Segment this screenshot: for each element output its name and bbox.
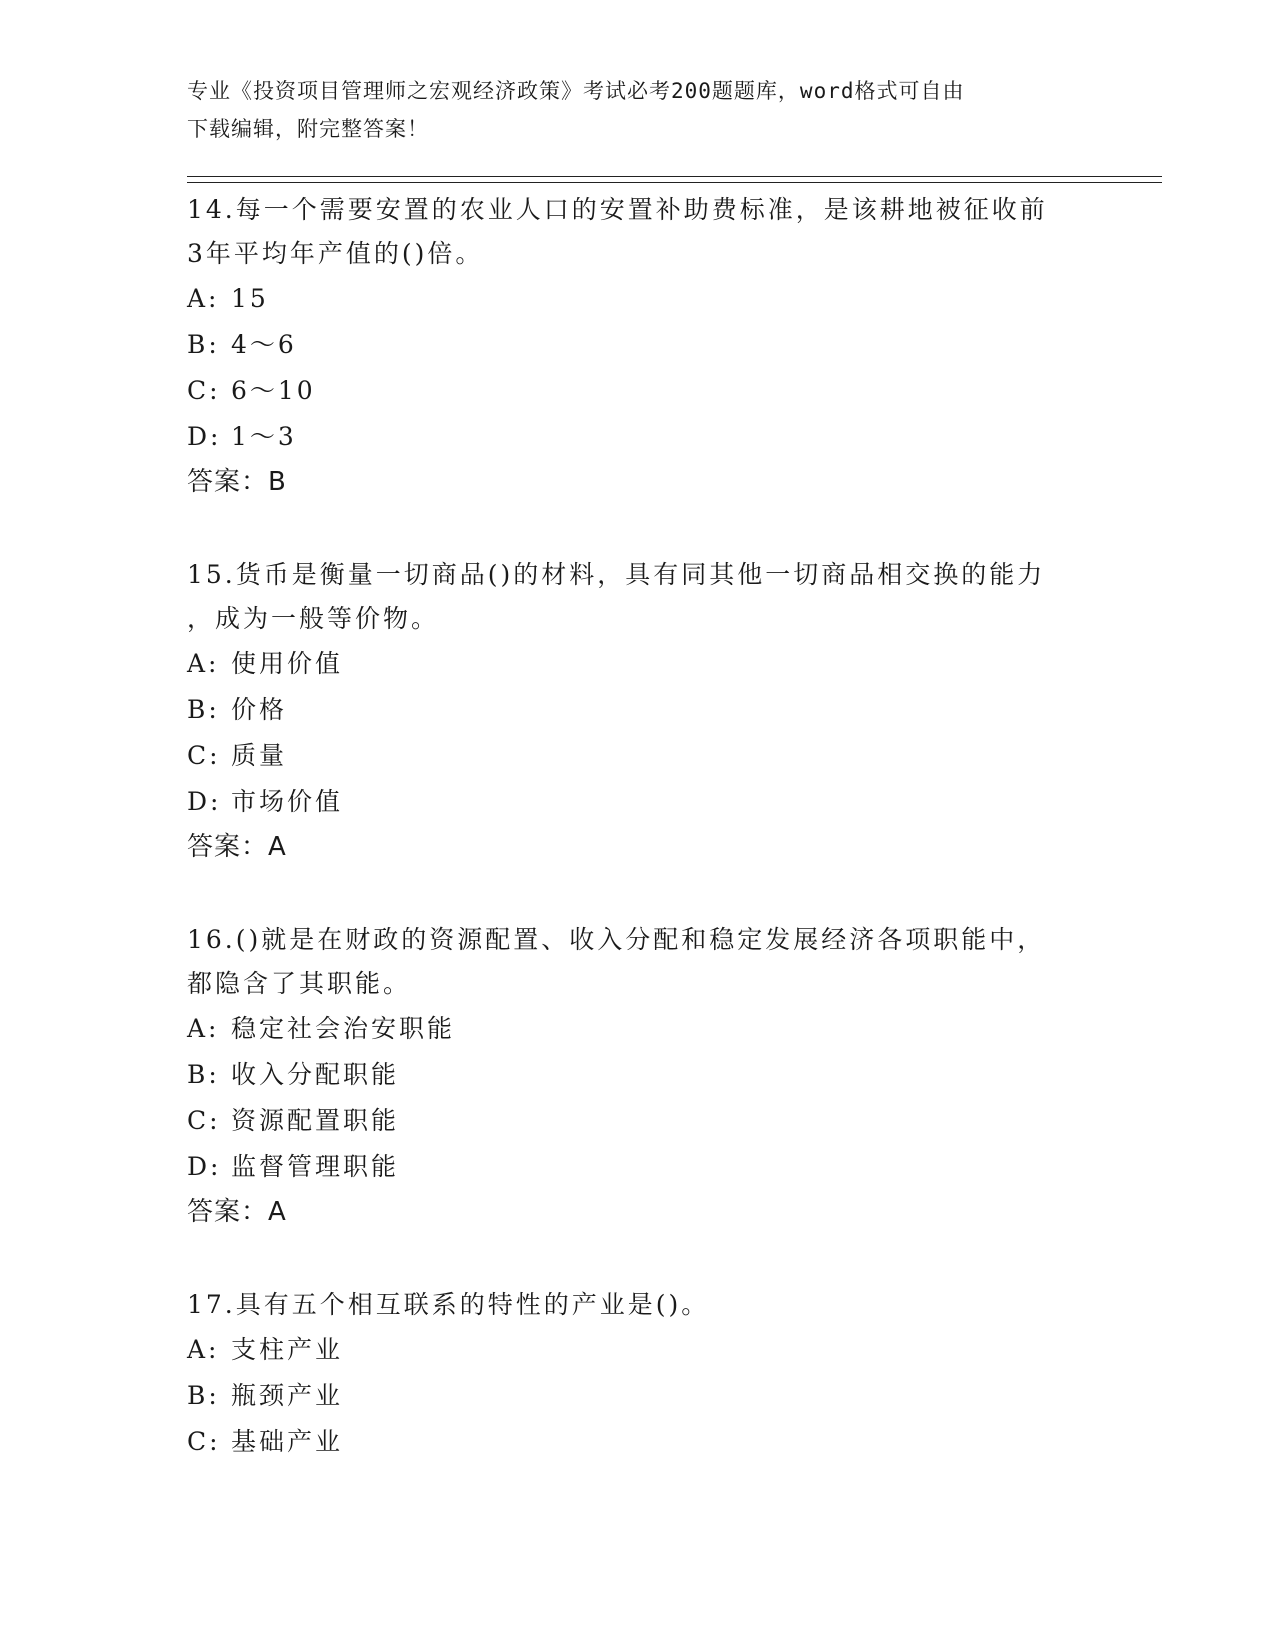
stem-line: 15.货币是衡量一切商品()的材料，具有同其他一切商品相交换的能力 [187,560,1046,589]
question-stem [187,553,1087,641]
option-key: A: [187,1014,220,1043]
answer-line: 答案：A [187,832,287,862]
header-divider-top [187,176,1162,177]
header-divider-bottom [187,182,1162,183]
option-b [187,322,1087,368]
option-text: 收入分配职能 [231,1060,400,1089]
option-key: B: [187,330,220,359]
option-text: 市场价值 [231,787,344,816]
option-d [187,779,1087,825]
option-d [187,414,1087,460]
stem-line: 都隐含了其职能。 [187,969,412,998]
option-text: 4～6 [231,330,297,359]
option-b [187,1052,1087,1098]
question-stem [187,918,1087,1006]
option-b [187,1373,1087,1419]
option-text: 瓶颈产业 [231,1381,344,1410]
option-key: D: [187,1152,222,1181]
option-key: C: [187,741,221,770]
option-a [187,641,1087,687]
option-a [187,1006,1087,1052]
document-header [187,72,1087,148]
option-b [187,687,1087,733]
option-key: A: [187,1335,220,1364]
option-key: B: [187,1381,220,1410]
header-line-2: 下载编辑，附完整答案！ [187,117,429,141]
question-list [187,188,1087,1514]
option-text: 基础产业 [231,1427,344,1456]
option-key: D: [187,787,222,816]
option-text: 稳定社会治安职能 [231,1014,456,1043]
option-d [187,1144,1087,1190]
option-text: 质量 [231,741,288,770]
option-text: 使用价值 [231,649,344,678]
option-key: A: [187,284,220,313]
stem-line: 17.具有五个相互联系的特性的产业是()。 [187,1290,710,1319]
option-key: C: [187,1427,221,1456]
option-text: 15 [231,284,269,313]
stem-line: ，成为一般等价物。 [187,604,440,633]
question-16 [187,918,1087,1234]
option-text: 监督管理职能 [231,1152,400,1181]
question-stem [187,188,1087,276]
question-14 [187,188,1087,504]
option-c [187,733,1087,779]
option-text: 资源配置职能 [231,1106,400,1135]
option-key: C: [187,1106,221,1135]
question-17 [187,1283,1087,1465]
question-stem [187,1283,1087,1327]
option-text: 6～10 [231,376,316,405]
header-line-1: 专业《投资项目管理师之宏观经济政策》考试必考200题题库，word格式可自由 [187,79,965,103]
option-key: C: [187,376,221,405]
stem-line: 3年平均年产值的()倍。 [187,239,484,268]
option-c [187,1098,1087,1144]
option-key: A: [187,649,220,678]
answer-line: 答案：B [187,467,287,497]
question-15 [187,553,1087,869]
option-c [187,368,1087,414]
option-a [187,276,1087,322]
option-c [187,1419,1087,1465]
option-text: 1～3 [231,422,297,451]
option-key: B: [187,695,220,724]
option-key: D: [187,422,222,451]
answer-line: 答案：A [187,1197,287,1227]
stem-line: 14.每一个需要安置的农业人口的安置补助费标准，是该耕地被征收前 [187,195,1048,224]
option-text: 支柱产业 [231,1335,344,1364]
option-key: B: [187,1060,220,1089]
stem-line: 16.()就是在财政的资源配置、收入分配和稳定发展经济各项职能中， [187,925,1046,954]
option-text: 价格 [231,695,288,724]
option-a [187,1327,1087,1373]
